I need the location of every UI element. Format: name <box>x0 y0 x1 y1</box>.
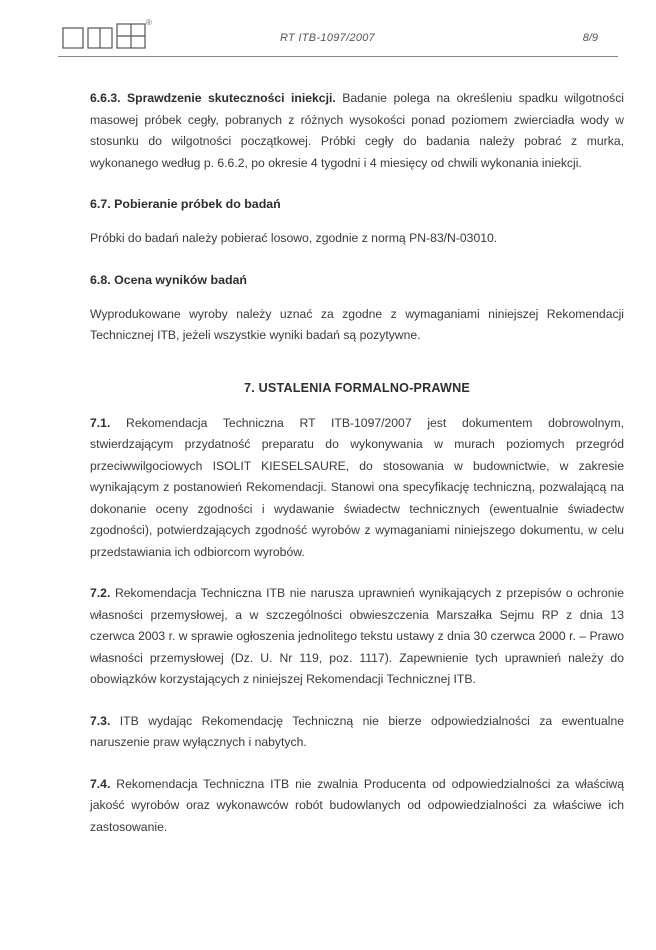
page-number: 8/9 <box>582 32 598 44</box>
section-7-2 <box>90 583 624 691</box>
section-7-3 <box>90 711 624 754</box>
registered-mark: ® <box>146 18 152 27</box>
section-text: Badanie polega na określeniu spadku wilgotności masowej próbek cegły, pobranych z różnych wysokości ponad poziomem zwierciadła wody w stosunku do wilgotności początkowej. Próbki cegły do badania należy pobrać z murka, wykonanego według p. 6.6.2, po okresie 4 tygodni i 4 miesięcy od chwili wykonania iniekcji. <box>90 91 625 170</box>
page-content <box>90 88 624 838</box>
page-header <box>58 18 598 54</box>
section-number: 7.4. <box>90 776 111 791</box>
section-6-6-3 <box>90 88 624 174</box>
section-number: 6.6.3. <box>90 91 121 105</box>
section-6-8-title: 6.8. Ocena wyników badań <box>90 272 248 287</box>
section-text: ITB wydając Rekomendację Techniczną nie bierze odpowiedzialności za ewentualne naruszenie praw wyłącznych i nabytych. <box>90 713 624 749</box>
section-6-7-title: 6.7. Pobieranie próbek do badań <box>90 197 281 211</box>
header-divider <box>58 56 618 57</box>
section-7-1 <box>90 413 624 564</box>
section-number: 7.2. <box>90 586 111 600</box>
section-number: 7.1. <box>90 415 111 430</box>
section-6-7-text: Próbki do badań należy pobierać losowo, zgodnie z normą PN-83/N-03010. <box>90 231 498 245</box>
chapter-7-title: 7. USTALENIA FORMALNO-PRAWNE <box>244 380 470 395</box>
section-title: Sprawdzenie skuteczności iniekcji. <box>127 91 336 105</box>
section-text: Rekomendacja Techniczna RT ITB-1097/2007 jest dokumentem dobrowolnym, stwierdzającym przydatność preparatu do wykonywania w murach poziomych przegród przeciwwilgociowych ISOLIT KIESELSAURE, do stosowania w budownictwie, w zakresie wynikającym z postanowień Rekomendacji. Stanowi ona specyfikację techniczną, pozwalającą na dokonanie oceny zgodności i wydawanie świadectw technicznych (ewentualnie świadectw zgodności), potwierdzających zgodność wyrobów z wymaganiami niniejszego dokumentu, w celu przedstawiania ich odbiorcom wyrobów. <box>90 415 624 559</box>
section-text: Rekomendacja Techniczna ITB nie narusza uprawnień wynikających z przepisów o ochronie własności przemysłowej, a w szczególności obwieszczenia Marszałka Sejmu RP z dnia 13 czerwca 2003 r. w sprawie ogłoszenia jednolitego tekstu ustawy z dnia 30 czerwca 2000 r. – Prawo własności przemysłowej (Dz. U. Nr 119, poz. 1117). Zapewnienie tych uprawnień należy do obowiązków korzystających z niniejszej Rekomendacji Technicznej ITB. <box>90 586 624 686</box>
section-7-4 <box>90 774 624 839</box>
section-6-8-text: Wyprodukowane wyroby należy uznać za zgodne z wymaganiami niniejszej Rekomendacji Technicznej ITB, jeżeli wszystkie wyniki badań są pozytywne. <box>90 306 624 342</box>
section-number: 7.3. <box>90 713 111 728</box>
document-id: RT ITB-1097/2007 <box>280 32 376 44</box>
itb-logo-icon <box>62 22 152 50</box>
section-text: Rekomendacja Techniczna ITB nie zwalnia Producenta od odpowiedzialności za właściwą jakość wyrobów oraz wykonawców robót budowlanych od odpowiedzialności za właściwe ich zastosowanie. <box>90 776 624 834</box>
